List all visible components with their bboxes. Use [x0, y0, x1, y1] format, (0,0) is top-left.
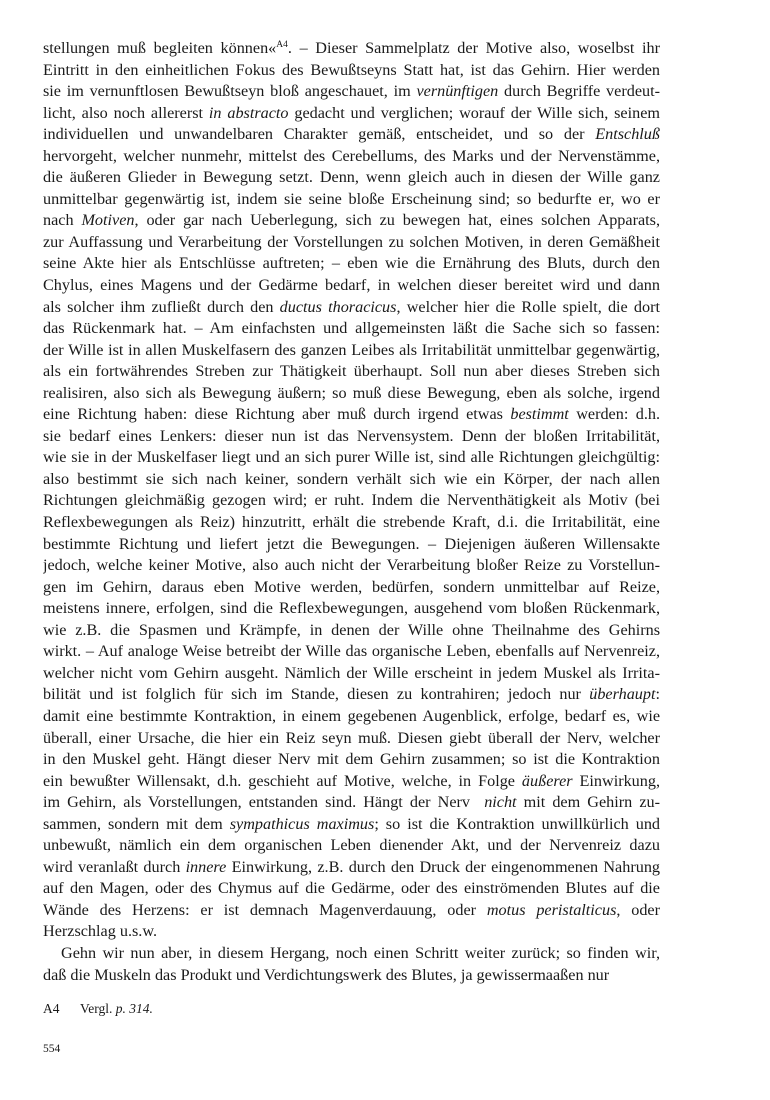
text-line [43, 706, 660, 728]
text-run: sie bedarf eines Lenkers: dieser nun ist das Nervensystem. Denn der bloßen Irritabilität, [43, 426, 660, 445]
text-run: seine Akte hier als Entschlüsse auftreten; – eben wie die Ernährung des Bluts, durch den [43, 254, 660, 273]
text-run: Reflexbewegungen als Reiz) hinzutritt, erhält die strebende Kraft, d.i. die Irritabilität, eine [43, 513, 660, 532]
text-line [43, 103, 660, 125]
italic-text: ductus thoracicus [279, 297, 397, 316]
text-line [43, 210, 660, 232]
text-run: sie im vernunftlosen Bewußtseyn bloß angeschauet, im [43, 82, 417, 101]
text-line [43, 620, 660, 642]
page-number: 554 [43, 1043, 61, 1055]
italic-text: innere [185, 857, 227, 876]
text-line [43, 771, 660, 793]
italic-text: nicht [484, 793, 517, 812]
body-text [43, 38, 660, 986]
text-run: , oder [616, 900, 660, 919]
text-line [43, 641, 660, 663]
text-line [43, 577, 660, 599]
text-run: unbewußt, nämlich ein dem organischen Leben dienender Akt, und der Nervenreiz dazu [43, 836, 660, 855]
text-line [43, 253, 660, 275]
text-line [43, 878, 660, 900]
text-run: bestimmte Richtung und liefert jetzt die Bewegungen. – Diejenigen äußeren Willensakte [43, 534, 660, 553]
footnote [43, 1000, 153, 1018]
text-run: damit eine bestimmte Kontraktion, in einem gegebenen Augenblick, erfolge, bedarf es, wie [43, 706, 660, 725]
text-run: werden: d.h. [568, 405, 660, 424]
text-run: Eintritt in den einheitlichen Fokus des Bewußtseyns Statt hat, ist das Gehirn. Hier werden [43, 60, 660, 79]
text-run: durch Begriffe verdeut- [498, 82, 660, 101]
text-line [43, 512, 660, 534]
text-run: mit dem Gehirn zu- [516, 793, 660, 812]
text-run: bilität und ist folglich für sich im Stande, diesen zu kontrahiren; jedoch nur [43, 685, 590, 704]
italic-text: in abstracto [208, 103, 289, 122]
italic-text: Entschluß [595, 125, 660, 144]
text-run: Einwirkung, z.B. durch den Druck der eingenommenen Nahrung [226, 857, 660, 876]
text-line [43, 900, 660, 922]
text-run: : [655, 685, 660, 704]
footnote-mark: A4 [43, 1001, 60, 1016]
text-run: als solcher ihm zufließt durch den [43, 297, 280, 316]
text-run: die äußeren Glieder in Bewegung setzt. Denn, wenn gleich auch in diesen der Wille ganz [43, 168, 660, 187]
text-run: gedacht und verglichen; worauf der Wille sich, seinem [288, 103, 660, 122]
text-line [43, 663, 660, 685]
text-line [43, 469, 660, 491]
text-line [43, 490, 660, 512]
text-line [43, 383, 660, 405]
italic-text: vernünftigen [416, 82, 499, 101]
italic-text: äußerer [521, 771, 573, 790]
text-run: welcher nicht vom Gehirn ausgeht. Nämlich der Wille erscheint in jedem Muskel als Irrita- [43, 663, 660, 682]
text-line [43, 275, 660, 297]
text-line [43, 297, 660, 319]
text-line [43, 728, 660, 750]
italic-text: überhaupt [589, 685, 656, 704]
text-run: wie z.B. die Spasmen und Krämpfe, in denen der Wille ohne Theilnahme des Gehirns [43, 620, 660, 639]
text-run: sammen, sondern mit dem [43, 814, 230, 833]
text-line [43, 447, 660, 469]
text-line [43, 167, 660, 189]
text-line [43, 684, 660, 706]
text-run: meistens innere, erfolgen, sind die Reflexbewegungen, ausgehend vom bloßen Rückenmark, [43, 599, 660, 618]
text-line [43, 965, 660, 987]
text-run: Herzschlag u.s.w. [43, 922, 158, 941]
text-run: ; so ist die Kontraktion unwillkürlich und [374, 814, 660, 833]
text-run: Chylus, eines Magens und der Gedärme bedarf, in welchen dieser bereitet wird und dann [43, 276, 660, 295]
text-line [43, 189, 660, 211]
text-run: . – Dieser Sammelplatz der Motive also, woselbst ihr [287, 39, 660, 57]
text-line [43, 361, 660, 383]
text-line [43, 124, 660, 146]
text-run: Wände des Herzens: er ist demnach Magenverdauung, oder [43, 900, 487, 919]
text-run: auf den Magen, oder des Chymus auf die Gedärme, oder des einströmenden Blutes auf die [43, 879, 660, 898]
text-line [43, 60, 660, 82]
text-run: , welcher hier die Rolle spielt, die dort [396, 297, 660, 316]
italic-text: sympathicus maximus [229, 814, 375, 833]
text-run: daß die Muskeln das Produkt und Verdichtungswerk des Blutes, ja gewissermaaßen nur [43, 965, 610, 984]
text-run: wirkt. – Auf analoge Weise betreibt der Wille das organische Leben, ebenfalls auf Nervenreiz, [43, 642, 660, 661]
text-run: Richtungen gleichmäßig gezogen wird; er ruht. Indem die Nerventhätigkeit als Motiv (bei [43, 491, 660, 510]
text-run: stellungen muß begleiten können« [43, 39, 277, 57]
text-run: zur Auffassung und Verarbeitung der Vorstellungen zu solchen Motiven, in deren Gemäßheit [43, 232, 660, 251]
text-run: ein bewußter Willensakt, d.h. geschieht auf Motive, welche, in Folge [43, 771, 522, 790]
text-line [43, 426, 660, 448]
text-line [43, 835, 660, 857]
text-run: hervorgeht, welcher nunmehr, mittelst des Cerebellums, des Marks und der Nervenstämme, [43, 146, 660, 165]
text-line [43, 555, 660, 577]
text-line [43, 38, 660, 60]
text-run: unmittelbar gegenwärtig ist, indem sie seine bloße Erscheinung sind; so bedurfte er, wo er [43, 189, 660, 208]
text-line [43, 534, 660, 556]
italic-text: bestimmt [510, 405, 569, 424]
italic-text: motus peristalticus [486, 900, 617, 919]
text-line [43, 232, 660, 254]
text-line [43, 943, 660, 965]
text-line [43, 318, 660, 340]
text-run: Einwirkung, [572, 771, 660, 790]
text-run: der Wille ist in allen Muskelfasern des ganzen Leibes als Irritabilität unmittelbar gegenwärtig, [43, 340, 660, 359]
text-run: , oder gar nach Ueberlegung, sich zu bewegen hat, eines solchen Apparats, [134, 211, 660, 230]
text-run: individuellen und unwandelbaren Charakter gemäß, entscheidet, und so der [43, 125, 596, 144]
text-run: wie sie in der Muskelfaser liegt und an sich purer Wille ist, sind alle Richtungen gleichgültig: [43, 448, 660, 467]
text-line [43, 921, 660, 943]
text-run: jedoch, welche keiner Motive, also auch nicht der Verarbeitung bloßer Reize zu Vorstellun- [43, 556, 660, 575]
footnote-reference: p. 314. [115, 1001, 153, 1016]
text-line [43, 340, 660, 362]
text-run: eine Richtung haben: diese Richtung aber muß durch irgend etwas [43, 405, 511, 424]
text-run: wird veranlaßt durch [43, 857, 186, 876]
text-line [43, 404, 660, 426]
text-line [43, 81, 660, 103]
italic-text: Motiven [81, 211, 135, 230]
footnote-reference-mark: A4 [276, 40, 288, 50]
text-run: Gehn wir nun aber, in diesem Hergang, noch einen Schritt weiter zurück; so finden wir, [61, 943, 660, 962]
footnote-text: Vergl. [80, 1001, 116, 1016]
text-run: das Rückenmark hat. – Am einfachsten und allgemeinsten läßt die Sache sich so fassen: [43, 319, 660, 338]
text-run: im Gehirn, als Vorstellungen, entstanden sind. Hängt der Nerv [43, 793, 485, 812]
text-line [43, 146, 660, 168]
text-run: also bestimmt sie sich nach keiner, sondern verhält sich wie ein Körper, der nach allen [43, 469, 660, 488]
text-line [43, 598, 660, 620]
text-line [43, 792, 660, 814]
text-run: realisiren, also sich als Bewegung äußern; so muß diese Bewegung, eben als solche, irgend [43, 383, 660, 402]
text-run: nach [43, 211, 82, 230]
text-run: gen im Gehirn, daraus eben Motive werden, bedürfen, sondern unmittelbar auf Reize, [43, 577, 660, 596]
text-line [43, 814, 660, 836]
text-run: licht, also noch allererst [43, 103, 209, 122]
text-line [43, 749, 660, 771]
text-run: überall, einer Ursache, die hier ein Reiz seyn muß. Diesen giebt überall der Nerv, welcher [43, 728, 660, 747]
text-line [43, 857, 660, 879]
text-run: in den Muskel geht. Hängt dieser Nerv mit dem Gehirn zusammen; so ist die Kontraktion [43, 750, 660, 769]
text-run: als ein fortwährendes Streben zur Thätigkeit überhaupt. Soll nun aber dieses Streben sich [43, 362, 660, 381]
